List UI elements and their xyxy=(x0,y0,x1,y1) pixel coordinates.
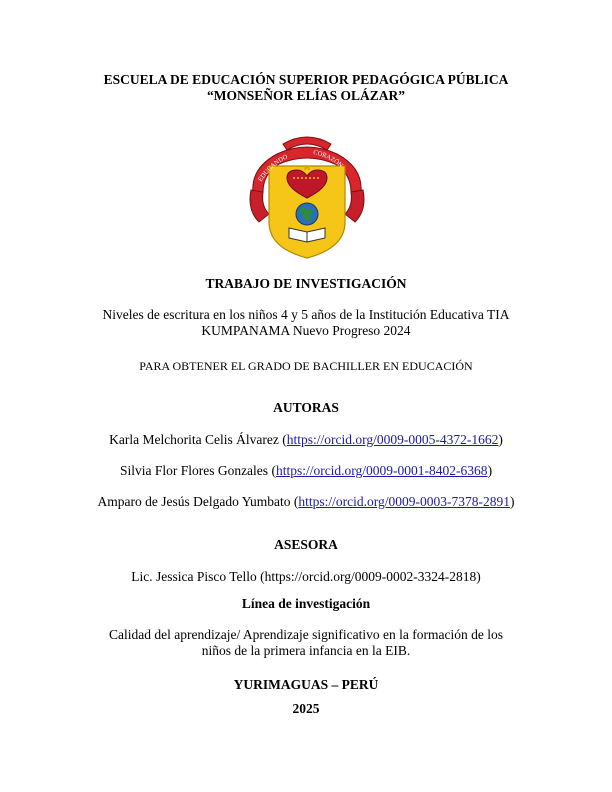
crest-logo-icon xyxy=(247,130,367,260)
advisor-name: Lic. Jessica Pisco Tello xyxy=(131,569,257,584)
place: YURIMAGUAS – PERÚ xyxy=(233,677,379,692)
author-row: Karla Melchorita Celis Álvarez (https://orcid.org/0009-0005-4372-1662) xyxy=(109,432,503,447)
work-title-line2: KUMPANAMA Nuevo Progreso 2024 xyxy=(201,323,411,338)
banner-text-left: EDUCANDO xyxy=(256,153,289,184)
degree-statement: PARA OBTENER EL GRADO DE BACHILLER EN EDUCACIÓN xyxy=(139,359,473,373)
banner-text-right: CORAZÓN xyxy=(312,149,345,170)
author-orcid-link[interactable]: https://orcid.org/0009-0005-4372-1662 xyxy=(286,432,499,447)
research-line-text-1: Calidad del aprendizaje/ Aprendizaje significativo en la formación de los xyxy=(109,627,503,642)
work-title-line1: Niveles de escritura en los niños 4 y 5 años de la Institución Educativa TIA xyxy=(102,307,510,322)
year: 2025 xyxy=(292,701,320,716)
institution-subname: “MONSEÑOR ELÍAS OLÁZAR” xyxy=(206,88,406,103)
research-line-heading: Línea de investigación xyxy=(241,596,371,611)
author-name: Silvia Flor Flores Gonzales xyxy=(119,463,269,478)
work-type-heading: TRABAJO DE INVESTIGACIÓN xyxy=(205,276,407,291)
institution-name: ESCUELA DE EDUCACIÓN SUPERIOR PEDAGÓGICA PÚBLICA xyxy=(103,72,509,87)
author-name: Karla Melchorita Celis Álvarez xyxy=(109,432,279,447)
research-line-text-2: niños de la primera infancia en la EIB. xyxy=(201,643,411,658)
advisor-orcid: https://orcid.org/0009-0002-3324-2818 xyxy=(264,569,477,584)
advisor-row: Lic. Jessica Pisco Tello (https://orcid.org/0009-0002-3324-2818) xyxy=(131,569,481,584)
author-row: Amparo de Jesús Delgado Yumbato (https://orcid.org/0009-0003-7378-2891) xyxy=(97,494,515,509)
author-row: Silvia Flor Flores Gonzales (https://orcid.org/0009-0001-8402-6368) xyxy=(119,463,493,478)
advisor-heading: ASESORA xyxy=(274,537,338,552)
author-name: Amparo de Jesús Delgado Yumbato xyxy=(97,494,291,509)
authors-heading: AUTORAS xyxy=(273,400,339,415)
banner-text-center: CON FE Y xyxy=(291,130,323,141)
author-orcid-link[interactable]: https://orcid.org/0009-0001-8402-6368 xyxy=(275,463,488,478)
author-orcid-link[interactable]: https://orcid.org/0009-0003-7378-2891 xyxy=(298,494,510,509)
